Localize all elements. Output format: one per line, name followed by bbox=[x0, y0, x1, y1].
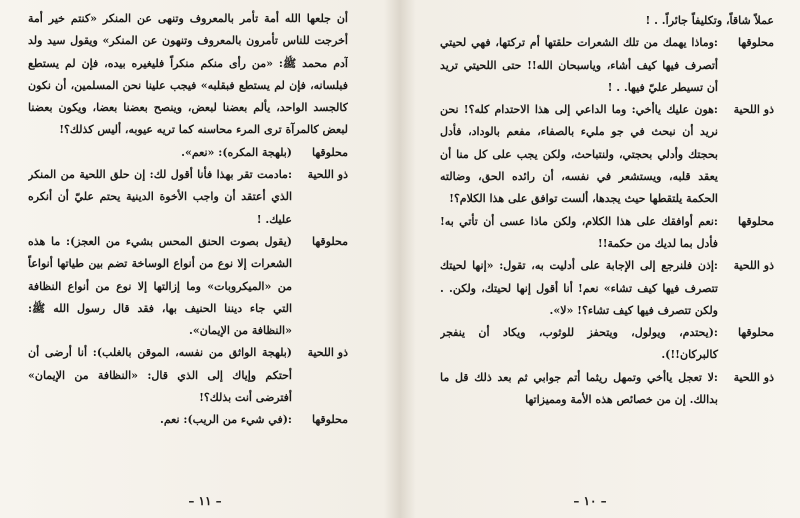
speaker-label: محلوقها bbox=[312, 234, 348, 248]
dialogue-entry bbox=[28, 231, 348, 342]
speech-text: :هون عليك ياأخي: وما الداعي إلى هذا الاحتدام كله؟! نحن نريد أن نبحث في جو مليء بالصفاء، مفعم بالوداد، فأدل بحجتك وأدلي بحجتي، ولنتباحث، ولكن يجب على كل منا أن يعقد قلبه، ويستشعر في نفسه، أن رائده الحق، وضالته الحكمة يلتقطها حيث يجدها، ألست توافق على هذا الكلام؟! bbox=[440, 103, 718, 206]
dialogue-entry bbox=[440, 322, 774, 367]
speech-text: :إذن فلنرجع إلى الإجابة على أدليت به، تقول: «إنها لحيتك تتصرف فيها كيف تشاء» نعم! أنا أقول إنها لحيتك، ولكن. . ولكن تتصرف فيها كيف تشاء؟! «لا». bbox=[440, 259, 718, 317]
dialogue-entry bbox=[440, 211, 774, 256]
left-page-text bbox=[28, 8, 348, 478]
dialogue-entry bbox=[440, 99, 774, 210]
speaker-label: ذو اللحية bbox=[307, 168, 348, 182]
speech-text: (بلهجة الواثق من نفسه، الموقن بالغلب): أنا أرضى أن أحتكم وإياك إلى الذي قال: «النظافة من الإيمان» أفترضى أنت بذلك؟! bbox=[28, 346, 292, 405]
dialogue-entry bbox=[440, 367, 774, 412]
speaker-label: محلوقها bbox=[738, 36, 774, 50]
speech-text: :مادمت تقر بهذا فأنا أقول لك: إن حلق اللحية من المنكر الذي أعتقد أن واجب الأخوة الدينية يحتم عليّ أن أنكره عليك. ! bbox=[28, 168, 292, 226]
dialogue-entry bbox=[28, 409, 348, 431]
right-page-text bbox=[440, 10, 774, 480]
right-intro-paragraph: عملاً شاقاً، وتكليفاً جائراً. . ! bbox=[645, 14, 774, 27]
speech-text: (بلهجة المكره): «نعم». bbox=[181, 145, 292, 159]
left-intro-paragraph: أن جلعها الله أمة تأمر بالمعروف وتنهى عن المنكر «كنتم خير أمة أخرجت للناس تأمرون بالمعروف وتنهون عن المنكر» ويقول سيد ولد آدم محمد ﷺ: «من رأى منكم منكراً فليغيره بيده، فإن لم يستطع فبلسانه، فإن لم يستطع فبقلبه» فيجب علينا نحن المسلمين، أن نكون كالجسد الواحد، يألم بعضنا لبعض، وينصح بعضنا بعضا، ويكون بعضنا لبعض كالمرآة ترى المرء محاسنه كما تريه عيوبه، أليس كذلك؟! bbox=[28, 12, 348, 137]
speaker-label: محلوقها bbox=[738, 326, 774, 340]
speech-text: :(في شيء من الريب): نعم. bbox=[160, 413, 292, 427]
speech-text: :لا تعجل ياأخي وتمهل ريثما أتم جوابي ثم بعد ذلك قل ما بدالك. إن من خصائص هذه الأمة ومميزاتها bbox=[440, 370, 718, 407]
right-page bbox=[400, 0, 800, 518]
speech-text: (يقول بصوت الحنق المحس بشيء من العجز): ما هذه الشعرات إلا نوع من أنواع الوساخة تضم بين طياتها أنواعاً من «الميكروبات» وما إزالتها إلا نوع من أنواع النظافة التي جاء ديننا الحنيف بها، فقد قال رسول الله ﷺ: «النظافة من الإيمان». bbox=[28, 234, 292, 338]
dialogue-entry bbox=[28, 142, 348, 164]
dialogue-entry bbox=[440, 255, 774, 322]
dialogue-entry bbox=[440, 32, 774, 99]
speaker-label: محلوقها bbox=[312, 145, 348, 159]
dialogue-entry bbox=[28, 164, 348, 231]
page-number: – ١١ – bbox=[188, 494, 222, 508]
speaker-label: محلوقها bbox=[312, 413, 348, 427]
speaker-label: ذو اللحية bbox=[307, 346, 348, 360]
speech-text: :(يحتدم، ويولول، ويتحفز للوثوب، ويكاد أن ينفجر كالبركان!!). bbox=[440, 326, 718, 362]
dialogue-entry bbox=[28, 342, 348, 409]
speech-text: :نعم أوافقك على هذا الكلام، ولكن ماذا عسى أن تأتي به! فأدل بما لديك من حكمة!! bbox=[440, 214, 718, 250]
speaker-label: ذو اللحية bbox=[733, 259, 774, 273]
speaker-label: ذو اللحية bbox=[733, 103, 774, 117]
speech-text: :وماذا يهمك من تلك الشعرات حلقتها أم تركتها، فهي لحيتي أتصرف فيها كيف أشاء، وياسبحان الله!! حتى اللحيتي تريد أن تسيطر عليّ فيها. . ! bbox=[440, 36, 718, 94]
speaker-label: محلوقها bbox=[738, 214, 774, 228]
speaker-label: ذو اللحية bbox=[733, 370, 774, 384]
page-number: – ١٠ – bbox=[573, 494, 607, 508]
